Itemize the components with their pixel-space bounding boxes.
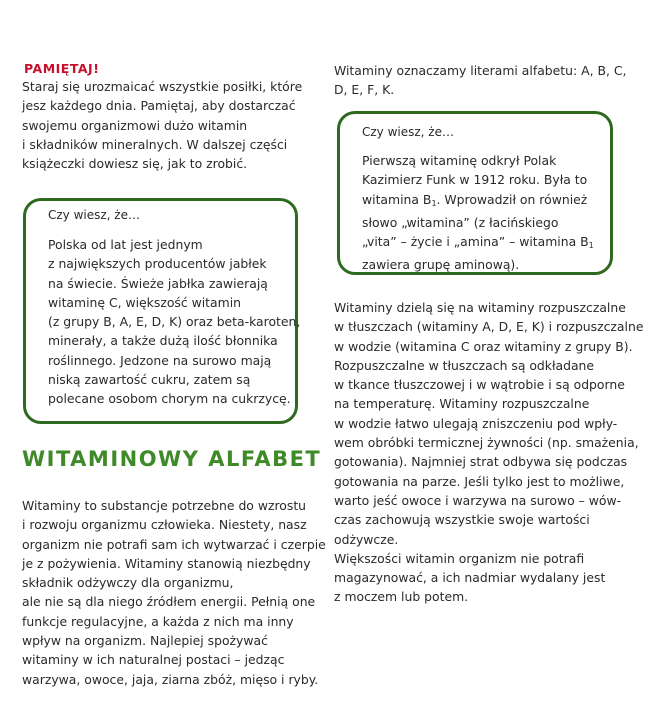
text-line: Polska od lat jest jednym — [48, 237, 203, 252]
text-line: je z pożywienia. Witaminy stanowią niezbędny — [22, 555, 311, 571]
text-line: witaminy w ich naturalnej postaci – jedząc — [22, 652, 285, 668]
text-line: z moczem lub potem. — [334, 589, 469, 605]
text-line: jesz każdego dnia. Pamiętaj, aby dostarczać — [22, 98, 296, 114]
remember-title: PAMIĘTAJ! — [24, 61, 100, 76]
text-fragment: „vita” – życie i „amina” – witamina B — [362, 234, 589, 250]
text-line — [362, 190, 594, 213]
text-line: Witaminy oznaczamy literami alfabetu: A, B, C, — [334, 63, 627, 78]
section-paragraph — [22, 496, 326, 689]
did-you-know-box-funk — [337, 111, 613, 275]
text-line: polecane osobom chorym na cukrzycę. — [48, 391, 291, 407]
did-you-know-text — [48, 235, 300, 409]
text-line: Rozpuszczalne w tłuszczach są odkładane — [334, 357, 595, 373]
text-line — [362, 232, 594, 255]
text-line: witaminę C, większość witamin — [48, 294, 241, 310]
text-line: i rozwoju organizmu człowieka. Niestety, nasz — [22, 517, 307, 533]
text-line: gotowania). Najmniej strat odbywa się podczas — [334, 454, 628, 470]
text-line: Staraj się urozmaicać wszystkie posiłki, które — [22, 79, 303, 94]
text-line: funkcje regulacyjne, a każda z nich ma inny — [22, 613, 294, 629]
text-line: w tkance tłuszczowej i w wątrobie i są odporne — [334, 377, 625, 393]
text-line: wpływ na organizm. Najlepiej spożywać — [22, 633, 268, 649]
text-line: zawiera grupę aminową). — [362, 257, 520, 273]
text-fragment: witamina B — [362, 191, 432, 207]
text-line: ale nie są dla niego źródłem energii. Pełnią one — [22, 594, 316, 610]
text-line: z największych producentów jabłek — [48, 256, 267, 272]
text-line: słowo „witamina” (z łacińskiego — [362, 214, 559, 230]
text-line: książeczki dowiesz się, jak to zrobić. — [22, 156, 248, 172]
text-line: swojemu organizmowi dużo witamin — [22, 117, 248, 133]
text-line: na świecie. Świeże jabłka zawierają — [48, 275, 268, 291]
text-line: w wodzie (witamina C oraz witaminy z grupy B). — [334, 338, 633, 354]
text-line: w wodzie łatwo ulegają zniszczeniu pod wpły- — [334, 415, 618, 431]
text-line: warto jeść owoce i warzywa na surowo – wów- — [334, 492, 622, 508]
text-line: magazynować, a ich nadmiar wydalany jest — [334, 570, 606, 586]
text-line: wem obróbki termicznej żywności (np. smażenia, — [334, 435, 639, 451]
section-heading: WITAMINOWY ALFABET — [22, 447, 322, 471]
remember-paragraph — [22, 77, 302, 173]
text-line: Większości witamin organizm nie potrafi — [334, 550, 585, 566]
text-line: Witaminy dzielą się na witaminy rozpuszczalne — [334, 300, 626, 315]
text-line: gotowania na parze. Jeśli tylko jest to możliwe, — [334, 473, 625, 489]
did-you-know-text — [362, 151, 594, 275]
text-line: składnik odżywczy dla organizmu, — [22, 575, 234, 591]
text-line: minerały, a także dużą ilość błonnika — [48, 333, 278, 349]
text-line: czas zachowują wszystkie swoje wartości — [334, 512, 590, 528]
text-fragment: . Wprowadził on również — [436, 191, 588, 207]
vitamin-types-paragraph — [334, 298, 643, 607]
text-line: warzywa, owoce, jaja, ziarna zbóż, mięso i ryby. — [22, 671, 319, 687]
text-line: roślinnego. Jedzone na surowo mają — [48, 352, 272, 368]
text-line: na temperaturę. Witaminy rozpuszczalne — [334, 396, 590, 412]
text-line: Pierwszą witaminę odkrył Polak — [362, 153, 557, 168]
subscript: 1 — [431, 198, 437, 208]
subscript: 1 — [588, 241, 594, 251]
did-you-know-title: Czy wiesz, że… — [48, 208, 140, 222]
text-line: odżywcze. — [334, 531, 399, 547]
text-line: (z grupy B, A, E, D, K) oraz beta-karoten, — [48, 314, 301, 330]
text-line: organizm nie potrafi sam ich wytwarzać i czerpie — [22, 536, 326, 552]
text-line: Kazimierz Funk w 1912 roku. Była to — [362, 172, 588, 188]
text-line: D, E, F, K. — [334, 82, 395, 98]
vitamin-letters-paragraph — [334, 61, 626, 100]
text-line: niską zawartość cukru, zatem są — [48, 372, 251, 388]
text-line: Witaminy to substancje potrzebne do wzrostu — [22, 498, 307, 513]
did-you-know-box-apples — [23, 198, 301, 424]
did-you-know-title: Czy wiesz, że… — [362, 125, 454, 139]
text-line: i składników mineralnych. W dalszej części — [22, 136, 288, 152]
text-line: w tłuszczach (witaminy A, D, E, K) i rozpuszczalne — [334, 319, 644, 335]
